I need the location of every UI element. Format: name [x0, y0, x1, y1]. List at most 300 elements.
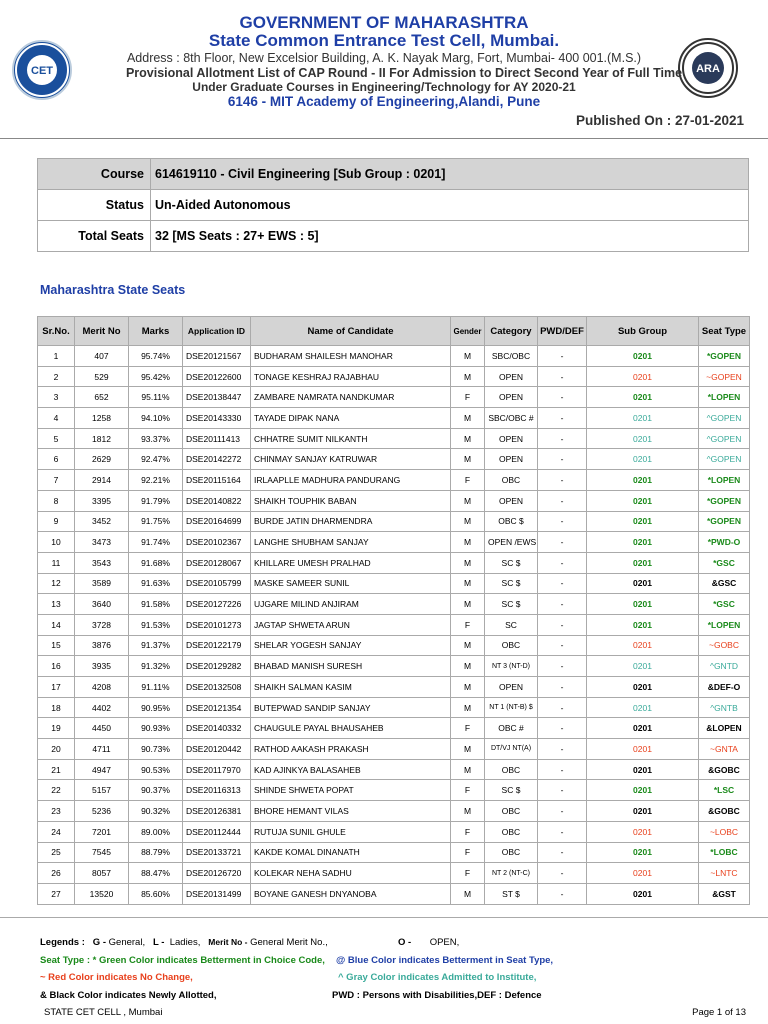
seat-type-cell: *GSC — [699, 594, 750, 615]
sr-no-cell: 13 — [38, 594, 75, 615]
table-row — [38, 697, 750, 718]
sub-group-cell: 0201 — [587, 346, 699, 367]
gender-cell: F — [451, 718, 485, 739]
merit-no-cell: 4208 — [75, 677, 129, 698]
application-id-cell: DSE20142272 — [183, 449, 251, 470]
application-id-cell: DSE20133721 — [183, 842, 251, 863]
seat-type-cell: ~GOPEN — [699, 366, 750, 387]
merit-no-cell: 529 — [75, 366, 129, 387]
col-header: Sr.No. — [38, 317, 75, 346]
seat-type-cell: &GOBC — [699, 801, 750, 822]
info-value: 32 [MS Seats : 27+ EWS : 5] — [151, 221, 749, 252]
header-divider — [0, 138, 768, 139]
sub-group-cell: 0201 — [587, 449, 699, 470]
legend-label: Legends : — [40, 937, 85, 948]
sub-group-cell: 0201 — [587, 490, 699, 511]
legend-g-key: G - — [92, 937, 106, 948]
table-row — [38, 780, 750, 801]
marks-cell: 88.47% — [129, 863, 183, 884]
sr-no-cell: 6 — [38, 449, 75, 470]
seat-type-cell: &GOBC — [699, 759, 750, 780]
candidate-name-cell: BUTEPWAD SANDIP SANJAY — [251, 697, 451, 718]
application-id-cell: DSE20132508 — [183, 677, 251, 698]
sr-no-cell: 7 — [38, 470, 75, 491]
candidate-name-cell: TONAGE KESHRAJ RAJABHAU — [251, 366, 451, 387]
application-id-cell: DSE20126720 — [183, 863, 251, 884]
category-cell: OPEN — [485, 490, 538, 511]
legend-line-1 — [40, 937, 328, 948]
application-id-cell: DSE20102367 — [183, 532, 251, 553]
marks-cell: 92.21% — [129, 470, 183, 491]
merit-no-cell: 5236 — [75, 801, 129, 822]
legend-o-val: OPEN, — [429, 937, 460, 948]
table-row — [38, 552, 750, 573]
sr-no-cell: 16 — [38, 656, 75, 677]
sub-group-cell: 0201 — [587, 863, 699, 884]
table-row — [38, 883, 750, 904]
pwd-def-cell: - — [538, 387, 587, 408]
table-row — [38, 594, 750, 615]
merit-no-cell: 1812 — [75, 428, 129, 449]
sub-group-cell: 0201 — [587, 428, 699, 449]
merit-no-cell: 2914 — [75, 470, 129, 491]
gender-cell: M — [451, 449, 485, 470]
sub-group-cell: 0201 — [587, 573, 699, 594]
footer-divider — [0, 917, 768, 918]
pwd-def-cell: - — [538, 842, 587, 863]
info-value: Un-Aided Autonomous — [151, 190, 749, 221]
merit-no-cell: 652 — [75, 387, 129, 408]
sub-group-cell: 0201 — [587, 366, 699, 387]
merit-no-cell: 3452 — [75, 511, 129, 532]
sub-group-cell: 0201 — [587, 511, 699, 532]
application-id-cell: DSE20140332 — [183, 718, 251, 739]
sr-no-cell: 15 — [38, 635, 75, 656]
category-cell: OPEN — [485, 366, 538, 387]
candidate-name-cell: KAKDE KOMAL DINANATH — [251, 842, 451, 863]
published-date: Published On : 27-01-2021 — [575, 113, 744, 128]
sr-no-cell: 18 — [38, 697, 75, 718]
sr-no-cell: 22 — [38, 780, 75, 801]
candidate-name-cell: IRLAAPLLE MADHURA PANDURANG — [251, 470, 451, 491]
sub-group-cell: 0201 — [587, 552, 699, 573]
sub-group-cell: 0201 — [587, 532, 699, 553]
legend-g-val: General, — [108, 937, 146, 948]
candidate-name-cell: UJGARE MILIND ANJIRAM — [251, 594, 451, 615]
footer-left: STATE CET CELL , Mumbai — [44, 1007, 163, 1018]
section-title: Maharashtra State Seats — [40, 283, 186, 297]
merit-no-cell: 4711 — [75, 739, 129, 760]
merit-no-cell: 3395 — [75, 490, 129, 511]
category-cell: OBC — [485, 470, 538, 491]
gender-cell: M — [451, 739, 485, 760]
category-cell: SC $ — [485, 573, 538, 594]
marks-cell: 89.00% — [129, 821, 183, 842]
sub-group-cell: 0201 — [587, 739, 699, 760]
legend-l-val: Ladies, — [169, 937, 201, 948]
marks-cell: 90.73% — [129, 739, 183, 760]
category-cell: SBC/OBC # — [485, 408, 538, 429]
sub-group-cell: 0201 — [587, 842, 699, 863]
pwd-def-cell: - — [538, 366, 587, 387]
info-row-course — [38, 159, 749, 190]
sr-no-cell: 20 — [38, 739, 75, 760]
sub-group-cell: 0201 — [587, 780, 699, 801]
table-row — [38, 573, 750, 594]
pwd-def-cell: - — [538, 346, 587, 367]
application-id-cell: DSE20126381 — [183, 801, 251, 822]
sub-group-cell: 0201 — [587, 801, 699, 822]
sub-group-cell: 0201 — [587, 614, 699, 635]
gender-cell: M — [451, 366, 485, 387]
seat-type-cell: ^GOPEN — [699, 428, 750, 449]
category-cell: OBC — [485, 801, 538, 822]
marks-cell: 91.37% — [129, 635, 183, 656]
merit-no-cell: 1258 — [75, 408, 129, 429]
sr-no-cell: 12 — [38, 573, 75, 594]
col-header: Gender — [451, 317, 485, 346]
sr-no-cell: 4 — [38, 408, 75, 429]
seat-type-cell: &GST — [699, 883, 750, 904]
sub-group-cell: 0201 — [587, 656, 699, 677]
sr-no-cell: 1 — [38, 346, 75, 367]
merit-no-cell: 13520 — [75, 883, 129, 904]
gender-cell: M — [451, 656, 485, 677]
gender-cell: M — [451, 635, 485, 656]
allotment-table — [37, 316, 750, 905]
table-row — [38, 532, 750, 553]
legend-green: Seat Type : * Green Color indicates Betterment in Choice Code, — [40, 955, 325, 966]
category-cell: NT 1 (NT-B) $ — [485, 697, 538, 718]
sr-no-cell: 21 — [38, 759, 75, 780]
header-cell: State Common Entrance Test Cell, Mumbai. — [208, 31, 560, 50]
pwd-def-cell: - — [538, 635, 587, 656]
application-id-cell: DSE20129282 — [183, 656, 251, 677]
table-row — [38, 759, 750, 780]
marks-cell: 91.53% — [129, 614, 183, 635]
pwd-def-cell: - — [538, 614, 587, 635]
seat-type-cell: *LOPEN — [699, 470, 750, 491]
seat-type-cell: &LOPEN — [699, 718, 750, 739]
gender-cell: M — [451, 408, 485, 429]
table-row — [38, 366, 750, 387]
table-row — [38, 490, 750, 511]
sub-group-cell: 0201 — [587, 759, 699, 780]
pwd-def-cell: - — [538, 863, 587, 884]
application-id-cell: DSE20101273 — [183, 614, 251, 635]
sub-group-cell: 0201 — [587, 387, 699, 408]
candidate-name-cell: BHABAD MANISH SURESH — [251, 656, 451, 677]
sr-no-cell: 3 — [38, 387, 75, 408]
marks-cell: 90.95% — [129, 697, 183, 718]
application-id-cell: DSE20122179 — [183, 635, 251, 656]
col-header: Application ID — [183, 317, 251, 346]
pwd-def-cell: - — [538, 449, 587, 470]
pwd-def-cell: - — [538, 470, 587, 491]
category-cell: NT 3 (NT-D) — [485, 656, 538, 677]
seat-type-cell: &DEF-O — [699, 677, 750, 698]
gender-cell: M — [451, 883, 485, 904]
marks-cell: 91.74% — [129, 532, 183, 553]
table-row — [38, 449, 750, 470]
marks-cell: 91.75% — [129, 511, 183, 532]
gender-cell: M — [451, 346, 485, 367]
legend-gray: ^ Gray Color indicates Admitted to Institute, — [338, 972, 537, 983]
application-id-cell: DSE20112444 — [183, 821, 251, 842]
sr-no-cell: 10 — [38, 532, 75, 553]
application-id-cell: DSE20127226 — [183, 594, 251, 615]
category-cell: OBC # — [485, 718, 538, 739]
candidate-name-cell: BURDE JATIN DHARMENDRA — [251, 511, 451, 532]
candidate-name-cell: BUDHARAM SHAILESH MANOHAR — [251, 346, 451, 367]
gender-cell: M — [451, 759, 485, 780]
seat-type-cell: ~GOBC — [699, 635, 750, 656]
sr-no-cell: 26 — [38, 863, 75, 884]
table-row — [38, 718, 750, 739]
legend-red: ~ Red Color indicates No Change, — [40, 972, 193, 983]
info-key: Total Seats — [38, 221, 151, 252]
application-id-cell: DSE20115164 — [183, 470, 251, 491]
table-row — [38, 470, 750, 491]
application-id-cell: DSE20120442 — [183, 739, 251, 760]
gender-cell: F — [451, 842, 485, 863]
candidate-name-cell: CHHATRE SUMIT NILKANTH — [251, 428, 451, 449]
merit-no-cell: 3876 — [75, 635, 129, 656]
category-cell: NT 2 (NT-C) — [485, 863, 538, 884]
legend-pwd: PWD : Persons with Disabilities,DEF : Defence — [332, 990, 542, 1001]
gender-cell: F — [451, 821, 485, 842]
sr-no-cell: 2 — [38, 366, 75, 387]
pwd-def-cell: - — [538, 511, 587, 532]
application-id-cell: DSE20131499 — [183, 883, 251, 904]
col-header: Name of Candidate — [251, 317, 451, 346]
gender-cell: F — [451, 387, 485, 408]
pwd-def-cell: - — [538, 656, 587, 677]
gender-cell: F — [451, 780, 485, 801]
merit-no-cell: 2629 — [75, 449, 129, 470]
sub-group-cell: 0201 — [587, 821, 699, 842]
marks-cell: 95.11% — [129, 387, 183, 408]
pwd-def-cell: - — [538, 573, 587, 594]
legend-o-key: O - — [398, 937, 412, 948]
candidate-name-cell: BOYANE GANESH DNYANOBA — [251, 883, 451, 904]
merit-no-cell: 3935 — [75, 656, 129, 677]
legend-merit-key: Merit No - — [208, 937, 248, 947]
header-address: Address : 8th Floor, New Excelsior Building, A. K. Nayak Marg, Fort, Mumbai- 400 001.(M.S.) — [126, 51, 642, 65]
candidate-name-cell: JAGTAP SHWETA ARUN — [251, 614, 451, 635]
candidate-name-cell: CHINMAY SANJAY KATRUWAR — [251, 449, 451, 470]
col-header: Marks — [129, 317, 183, 346]
candidate-name-cell: KHILLARE UMESH PRALHAD — [251, 552, 451, 573]
legend-black: & Black Color indicates Newly Allotted, — [40, 990, 217, 1001]
merit-no-cell: 4450 — [75, 718, 129, 739]
gender-cell: M — [451, 697, 485, 718]
gender-cell: M — [451, 573, 485, 594]
seat-type-cell: ^GOPEN — [699, 408, 750, 429]
gender-cell: M — [451, 428, 485, 449]
category-cell: ST $ — [485, 883, 538, 904]
sr-no-cell: 14 — [38, 614, 75, 635]
seat-type-cell: *PWD-O — [699, 532, 750, 553]
header-provisional: Provisional Allotment List of CAP Round - II For Admission to Direct Second Year of Full Time — [125, 66, 683, 80]
candidate-name-cell: SHAIKH SALMAN KASIM — [251, 677, 451, 698]
sr-no-cell: 11 — [38, 552, 75, 573]
category-cell: SC $ — [485, 780, 538, 801]
seat-type-cell: ^GOPEN — [699, 449, 750, 470]
table-row — [38, 821, 750, 842]
application-id-cell: DSE20138447 — [183, 387, 251, 408]
marks-cell: 91.68% — [129, 552, 183, 573]
merit-no-cell: 7545 — [75, 842, 129, 863]
gender-cell: M — [451, 552, 485, 573]
sr-no-cell: 23 — [38, 801, 75, 822]
legend-merit-val: General Merit No., — [250, 937, 328, 948]
sr-no-cell: 8 — [38, 490, 75, 511]
pwd-def-cell: - — [538, 490, 587, 511]
category-cell: OPEN — [485, 449, 538, 470]
gender-cell: M — [451, 594, 485, 615]
gender-cell: M — [451, 677, 485, 698]
category-cell: OPEN — [485, 428, 538, 449]
header-institute: 6146 - MIT Academy of Engineering,Alandi, Pune — [227, 94, 541, 109]
candidate-name-cell: RATHOD AAKASH PRAKASH — [251, 739, 451, 760]
sub-group-cell: 0201 — [587, 408, 699, 429]
footer-page: Page 1 of 13 — [692, 1007, 746, 1018]
merit-no-cell: 7201 — [75, 821, 129, 842]
course-info-table — [37, 158, 749, 252]
legend-open — [398, 937, 459, 948]
legend-blue: @ Blue Color indicates Betterment in Seat Type, — [336, 955, 554, 966]
marks-cell: 90.53% — [129, 759, 183, 780]
application-id-cell: DSE20128067 — [183, 552, 251, 573]
sr-no-cell: 17 — [38, 677, 75, 698]
merit-no-cell: 4402 — [75, 697, 129, 718]
col-header: Seat Type — [699, 317, 750, 346]
table-row — [38, 842, 750, 863]
pwd-def-cell: - — [538, 552, 587, 573]
pwd-def-cell: - — [538, 408, 587, 429]
category-cell: OPEN — [485, 387, 538, 408]
marks-cell: 90.93% — [129, 718, 183, 739]
sub-group-cell: 0201 — [587, 677, 699, 698]
table-row — [38, 635, 750, 656]
application-id-cell: DSE20121567 — [183, 346, 251, 367]
table-row — [38, 801, 750, 822]
sub-group-cell: 0201 — [587, 635, 699, 656]
category-cell: OBC — [485, 635, 538, 656]
table-row — [38, 428, 750, 449]
table-row — [38, 677, 750, 698]
candidate-name-cell: SHAIKH TOUPHIK BABAN — [251, 490, 451, 511]
header-government: GOVERNMENT OF MAHARASHTRA — [239, 13, 529, 32]
application-id-cell: DSE20121354 — [183, 697, 251, 718]
merit-no-cell: 3640 — [75, 594, 129, 615]
pwd-def-cell: - — [538, 739, 587, 760]
seat-type-cell: *GSC — [699, 552, 750, 573]
gender-cell: M — [451, 532, 485, 553]
application-id-cell: DSE20164699 — [183, 511, 251, 532]
marks-cell: 92.47% — [129, 449, 183, 470]
table-row — [38, 511, 750, 532]
seat-type-cell: *GOPEN — [699, 490, 750, 511]
sub-group-cell: 0201 — [587, 697, 699, 718]
table-row — [38, 387, 750, 408]
marks-cell: 91.58% — [129, 594, 183, 615]
candidate-name-cell: SHELAR YOGESH SANJAY — [251, 635, 451, 656]
marks-cell: 91.11% — [129, 677, 183, 698]
pwd-def-cell: - — [538, 718, 587, 739]
pwd-def-cell: - — [538, 532, 587, 553]
application-id-cell: DSE20111413 — [183, 428, 251, 449]
candidate-name-cell: KAD AJINKYA BALASAHEB — [251, 759, 451, 780]
gender-cell: F — [451, 863, 485, 884]
table-header-row — [38, 317, 750, 346]
seat-type-cell: &GSC — [699, 573, 750, 594]
application-id-cell: DSE20143330 — [183, 408, 251, 429]
application-id-cell: DSE20116313 — [183, 780, 251, 801]
merit-no-cell: 3473 — [75, 532, 129, 553]
seat-type-cell: ~GNTA — [699, 739, 750, 760]
cet-logo-text: CET — [31, 65, 53, 77]
category-cell: DT/VJ NT(A) — [485, 739, 538, 760]
candidate-name-cell: KOLEKAR NEHA SADHU — [251, 863, 451, 884]
marks-cell: 90.32% — [129, 801, 183, 822]
seat-type-cell: *LOBC — [699, 842, 750, 863]
category-cell: SC $ — [485, 552, 538, 573]
marks-cell: 90.37% — [129, 780, 183, 801]
marks-cell: 91.32% — [129, 656, 183, 677]
seat-type-cell: ~LNTC — [699, 863, 750, 884]
sub-group-cell: 0201 — [587, 883, 699, 904]
col-header: Category — [485, 317, 538, 346]
category-cell: SC — [485, 614, 538, 635]
ara-logo-text: ARA — [696, 63, 720, 75]
merit-no-cell: 407 — [75, 346, 129, 367]
pwd-def-cell: - — [538, 801, 587, 822]
category-cell: OPEN /EWS — [485, 532, 538, 553]
category-cell: OBC — [485, 759, 538, 780]
gender-cell: M — [451, 490, 485, 511]
merit-no-cell: 5157 — [75, 780, 129, 801]
merit-no-cell: 4947 — [75, 759, 129, 780]
seat-type-cell: *GOPEN — [699, 511, 750, 532]
marks-cell: 91.79% — [129, 490, 183, 511]
table-row — [38, 739, 750, 760]
merit-no-cell: 3728 — [75, 614, 129, 635]
gender-cell: M — [451, 801, 485, 822]
marks-cell: 94.10% — [129, 408, 183, 429]
sr-no-cell: 9 — [38, 511, 75, 532]
candidate-name-cell: CHAUGULE PAYAL BHAUSAHEB — [251, 718, 451, 739]
candidate-name-cell: LANGHE SHUBHAM SANJAY — [251, 532, 451, 553]
pwd-def-cell: - — [538, 428, 587, 449]
table-row — [38, 346, 750, 367]
sr-no-cell: 19 — [38, 718, 75, 739]
pwd-def-cell: - — [538, 883, 587, 904]
candidate-name-cell: TAYADE DIPAK NANA — [251, 408, 451, 429]
info-value: 614619110 - Civil Engineering [Sub Group : 0201] — [151, 159, 749, 190]
candidate-name-cell: BHORE HEMANT VILAS — [251, 801, 451, 822]
candidate-name-cell: RUTUJA SUNIL GHULE — [251, 821, 451, 842]
marks-cell: 91.63% — [129, 573, 183, 594]
candidate-name-cell: MASKE SAMEER SUNIL — [251, 573, 451, 594]
pwd-def-cell: - — [538, 594, 587, 615]
table-row — [38, 656, 750, 677]
application-id-cell: DSE20117970 — [183, 759, 251, 780]
seat-type-cell: ^GNTD — [699, 656, 750, 677]
merit-no-cell: 8057 — [75, 863, 129, 884]
sub-group-cell: 0201 — [587, 470, 699, 491]
